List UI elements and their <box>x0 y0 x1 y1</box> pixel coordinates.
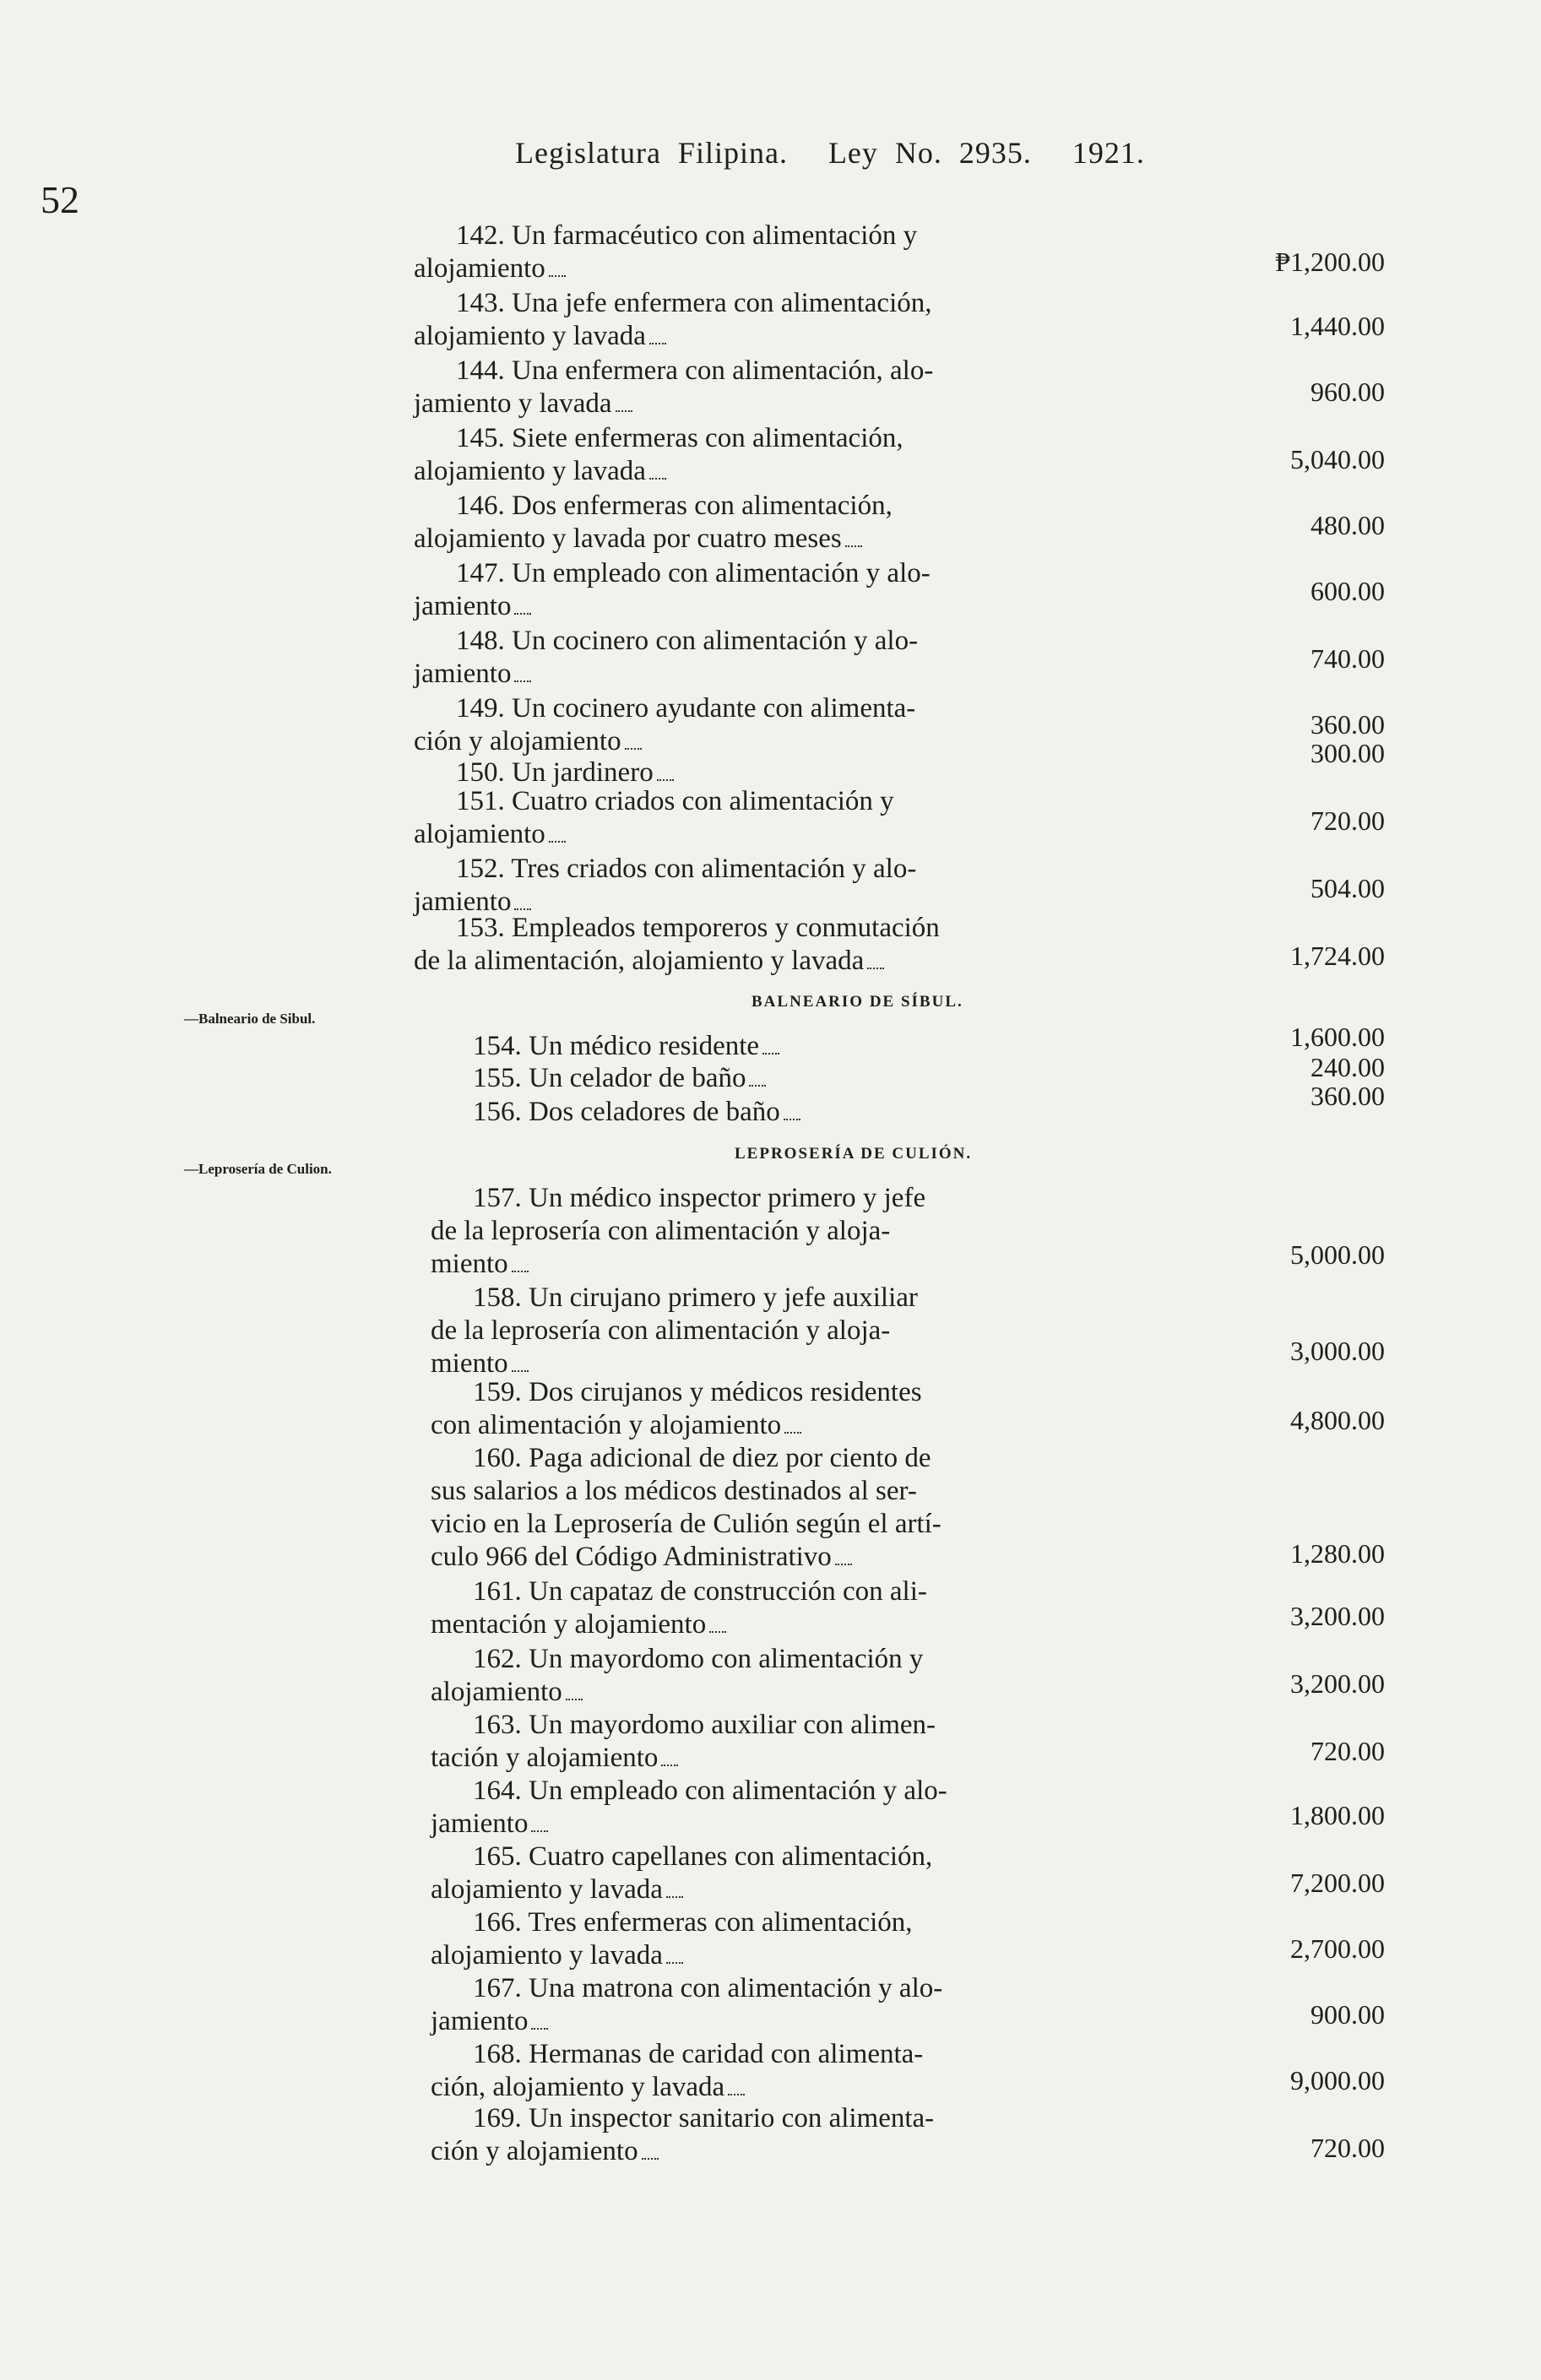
entry-amount: 740.00 <box>1310 643 1385 674</box>
entry-line: jamiento <box>431 2005 1140 2038</box>
entry-line: 151. Cuatro criados con alimentación y <box>456 786 894 816</box>
entry-line: 142. Un farmacéutico con alimentación y <box>456 220 918 251</box>
list-item <box>431 2038 1140 2104</box>
list-item <box>414 853 1131 919</box>
entry-line: jamiento <box>414 658 1131 691</box>
entry-line: 152. Tres criados con alimentación y alo- <box>456 854 917 884</box>
list-item <box>431 1442 1140 1574</box>
entry-line: 162. Un mayordomo con alimentación y <box>473 1644 924 1674</box>
entry-line: 163. Un mayordomo auxiliar con alimen- <box>473 1710 936 1740</box>
entry-line: tación y alojamiento <box>431 1742 1140 1775</box>
entry-line: 157. Un médico inspector primero y jefe <box>473 1183 926 1213</box>
dot-leader <box>514 675 531 682</box>
dot-leader <box>549 270 566 277</box>
list-item <box>431 2102 1140 2168</box>
entry-line: alojamiento y lavada por cuatro meses <box>414 523 1131 556</box>
entry-line: ción y alojamiento <box>431 2135 1140 2168</box>
entry-line: 156. Dos celadores de baño <box>431 1096 1131 1129</box>
list-item <box>414 557 1131 623</box>
entry-line: miento <box>431 1248 1140 1281</box>
list-item <box>431 1906 1140 1972</box>
entry-line: mentación y alojamiento <box>431 1608 1140 1641</box>
running-head-law: Ley No. 2935. <box>827 136 1032 170</box>
entry-line: alojamiento y lavada <box>431 1873 1140 1906</box>
entry-line: 149. Un cocinero ayudante con alimenta- <box>456 693 916 724</box>
entry-amount: 600.00 <box>1310 576 1385 606</box>
list-item <box>414 355 1131 420</box>
dot-leader <box>531 2023 548 2030</box>
section-header-culion: LEPROSERÍA DE CULIÓN. <box>735 1145 973 1163</box>
dot-leader <box>625 743 642 750</box>
entry-line: ción, alojamiento y lavada <box>431 2071 1140 2104</box>
entry-line: 154. Un médico residente <box>431 1030 1131 1063</box>
entry-amount: 480.00 <box>1310 510 1385 540</box>
section-header-sibul: BALNEARIO DE SÍBUL. <box>752 993 963 1011</box>
entry-line: jamiento <box>414 886 1131 919</box>
list-item <box>414 490 1131 556</box>
dot-leader <box>835 1559 852 1565</box>
list-item <box>431 1096 1131 1129</box>
entry-amount: 240.00 <box>1310 1052 1385 1082</box>
entry-amount: 4,800.00 <box>1290 1405 1385 1435</box>
entry-line: alojamiento <box>414 252 1131 285</box>
dot-leader <box>512 1365 529 1372</box>
dot-leader <box>566 1694 583 1700</box>
dot-leader <box>762 1048 779 1054</box>
dot-leader <box>642 2153 659 2160</box>
entry-amount: 3,200.00 <box>1290 1601 1385 1631</box>
entry-line: 144. Una enfermera con alimentación, alo- <box>456 355 934 386</box>
entry-line: 159. Dos cirujanos y médicos residentes <box>473 1377 922 1407</box>
dot-leader <box>616 405 632 412</box>
entry-amount: 2,700.00 <box>1290 1933 1385 1964</box>
entry-line: 165. Cuatro capellanes con alimentación, <box>473 1841 933 1872</box>
dot-leader <box>845 540 862 547</box>
entry-amount: 5,040.00 <box>1290 444 1385 474</box>
list-item <box>431 1282 1140 1380</box>
dot-leader <box>867 962 884 969</box>
list-item <box>431 1376 1140 1442</box>
entry-line: 169. Un inspector sanitario con alimenta- <box>473 2103 935 2133</box>
entry-line: alojamiento <box>431 1676 1140 1709</box>
entry-line: 145. Siete enfermeras con alimentación, <box>456 423 903 453</box>
dot-leader <box>709 1626 726 1633</box>
running-head <box>515 135 1169 171</box>
dot-leader <box>531 1825 548 1832</box>
dot-leader <box>514 903 531 910</box>
dot-leader <box>784 1114 800 1120</box>
entry-amount: 1,800.00 <box>1290 1800 1385 1830</box>
dot-leader <box>549 836 566 843</box>
entry-line: de la alimentación, alojamiento y lavada <box>414 945 1131 978</box>
entry-line: 147. Un empleado con alimentación y alo- <box>456 558 931 588</box>
dot-leader <box>657 774 674 781</box>
list-item <box>431 1575 1140 1641</box>
entry-line: alojamiento y lavada <box>414 455 1131 488</box>
list-item <box>414 220 1131 285</box>
entry-line: de la leprosería con alimentación y aloja- <box>431 1315 891 1346</box>
entry-amount: 3,000.00 <box>1290 1336 1385 1366</box>
dot-leader <box>749 1080 766 1087</box>
entry-line: 168. Hermanas de caridad con alimenta- <box>473 2039 924 2069</box>
entry-line: miento <box>431 1347 1140 1380</box>
list-item <box>431 1182 1140 1281</box>
list-item <box>414 625 1131 691</box>
entry-line: alojamiento y lavada <box>431 1939 1140 1972</box>
list-item <box>431 1775 1140 1841</box>
entry-amount: 720.00 <box>1310 2133 1385 2163</box>
dot-leader <box>649 338 666 344</box>
entry-line: 155. Un celador de baño <box>431 1062 1131 1095</box>
entry-amount: 1,600.00 <box>1290 1022 1385 1052</box>
entry-line: de la leprosería con alimentación y aloja- <box>431 1216 891 1246</box>
list-item <box>431 1841 1140 1906</box>
dot-leader <box>512 1266 529 1272</box>
dot-leader <box>666 1957 683 1964</box>
entry-amount: 1,280.00 <box>1290 1538 1385 1569</box>
entry-amount: 900.00 <box>1310 1999 1385 2030</box>
entry-line: vicio en la Leprosería de Culión según el artí- <box>431 1509 941 1539</box>
sidenote-culion: —Leprosería de Culion. <box>184 1161 332 1177</box>
entry-line: jamiento y lavada <box>414 388 1131 420</box>
entry-amount: ₱1,200.00 <box>1275 247 1385 277</box>
entry-line: 161. Un capataz de construcción con ali- <box>473 1576 927 1607</box>
dot-leader <box>661 1759 678 1766</box>
dot-leader <box>649 473 666 480</box>
entry-line: sus salarios a los médicos destinados al ser- <box>431 1476 917 1506</box>
entry-line: 167. Una matrona con alimentación y alo- <box>473 1973 943 2003</box>
entry-amount: 9,000.00 <box>1290 2065 1385 2095</box>
entry-line: alojamiento <box>414 818 1131 851</box>
entry-amount: 300.00 <box>1310 738 1385 768</box>
entry-line: ción y alojamiento <box>414 725 1131 758</box>
list-item <box>414 785 1131 851</box>
entry-line: 158. Un cirujano primero y jefe auxiliar <box>473 1282 918 1313</box>
entry-line: culo 966 del Código Administrativo <box>431 1541 1140 1574</box>
entry-line: 166. Tres enfermeras con alimentación, <box>473 1907 913 1938</box>
dot-leader <box>784 1427 801 1434</box>
entry-line: 164. Un empleado con alimentación y alo- <box>473 1776 947 1806</box>
entry-line: 153. Empleados temporeros y conmutación <box>456 913 940 943</box>
list-item <box>431 1062 1131 1095</box>
sidenote-sibul: —Balneario de Sibul. <box>184 1011 316 1027</box>
entry-line: jamiento <box>431 1808 1140 1841</box>
entry-line: 146. Dos enfermeras con alimentación, <box>456 491 893 521</box>
entry-line: alojamiento y lavada <box>414 320 1131 353</box>
list-item <box>414 287 1131 353</box>
entry-amount: 720.00 <box>1310 805 1385 836</box>
entry-amount: 720.00 <box>1310 1736 1385 1766</box>
list-item <box>431 1972 1140 2038</box>
list-item <box>414 692 1131 758</box>
entry-amount: 360.00 <box>1310 1081 1385 1111</box>
entry-amount: 960.00 <box>1310 377 1385 407</box>
list-item <box>431 1709 1140 1775</box>
list-item <box>431 1643 1140 1709</box>
dot-leader <box>728 2089 745 2095</box>
entry-line: 148. Un cocinero con alimentación y alo- <box>456 626 919 656</box>
entry-line: 150. Un jardinero <box>414 756 1131 789</box>
entry-amount: 7,200.00 <box>1290 1868 1385 1898</box>
entry-line: jamiento <box>414 590 1131 623</box>
entry-line: 160. Paga adicional de diez por ciento de <box>473 1443 931 1473</box>
entry-amount: 1,440.00 <box>1290 311 1385 341</box>
dot-leader <box>514 608 531 615</box>
entry-line: 143. Una jefe enfermera con alimentación, <box>456 288 932 318</box>
entry-amount: 5,000.00 <box>1290 1239 1385 1270</box>
list-item <box>414 912 1131 978</box>
list-item <box>414 422 1131 488</box>
page-number: 52 <box>41 178 79 221</box>
running-head-title: Legislatura Filipina. <box>515 136 788 170</box>
entry-amount: 3,200.00 <box>1290 1668 1385 1699</box>
running-head-year: 1921. <box>1072 136 1145 170</box>
entry-line: con alimentación y alojamiento <box>431 1409 1140 1442</box>
dot-leader <box>666 1891 683 1898</box>
entry-amount: 504.00 <box>1310 873 1385 903</box>
list-item <box>431 1030 1131 1063</box>
entry-amount: 360.00 <box>1310 709 1385 740</box>
entry-amount: 1,724.00 <box>1290 941 1385 971</box>
